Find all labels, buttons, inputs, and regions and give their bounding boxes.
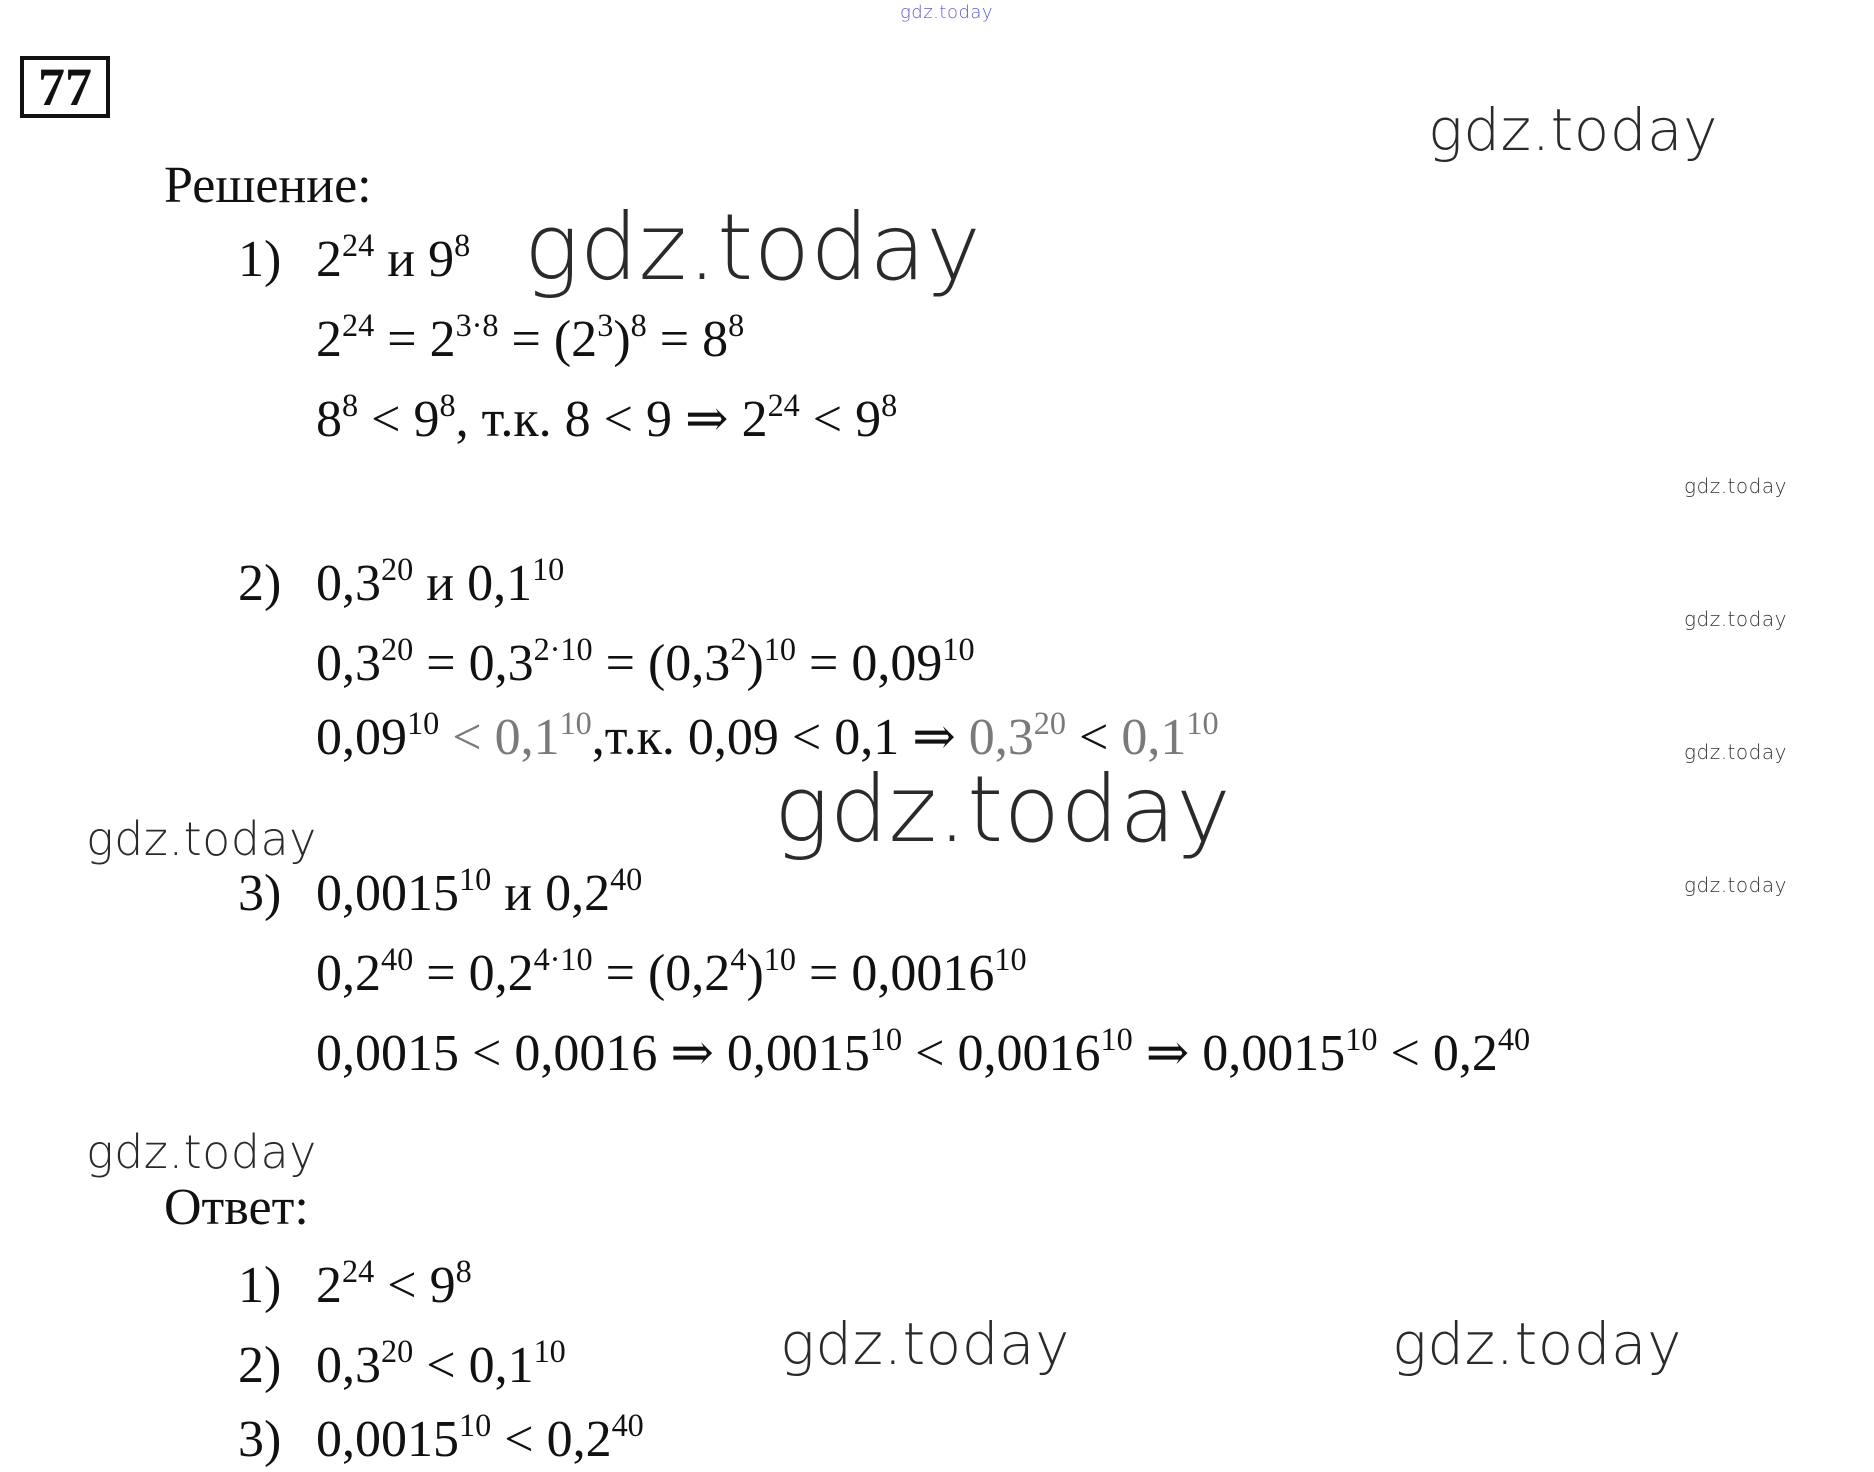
watermark-bottom-2: gdz.today [1392, 1310, 1682, 1378]
answer-2: 2) $0,3^{20} < 0,1^{10}$ [238, 1333, 566, 1394]
part-1-header: 1) $2^{24}$ и $9^8$ [238, 227, 471, 288]
watermark-bottom-1: gdz.today [780, 1310, 1070, 1378]
solution-heading: Решение: [164, 157, 372, 214]
watermark-small-4: gdz.today [1684, 873, 1787, 897]
watermark-left-2: gdz.today [86, 1125, 317, 1179]
part-3-header: 3) 0,0015$^{10}$ и $0,2^{40}$ [238, 861, 643, 922]
part-3-transform: $0,2^{40} = 0,2^{4\cdot 10} = (0,2^4)^{10} = 0,0016^{10}$ [316, 941, 1027, 1002]
part-1-conclusion: $8^8 < 9^8$, т.к. 8 < 9 ⇒ $2^{24} < 9^8$ [316, 387, 898, 448]
part-2-header: 2) $0,3^{20}$ и $0,1^{10}$ [238, 551, 565, 612]
watermark-left-1: gdz.today [86, 812, 317, 866]
problem-number: 77 [20, 56, 110, 118]
watermark-small-1: gdz.today [1684, 474, 1787, 498]
watermark-small-3: gdz.today [1684, 740, 1787, 764]
watermark-small-2: gdz.today [1684, 607, 1787, 631]
watermark-large-1: gdz.today [524, 194, 982, 301]
part-2-transform: $0,3^{20} = 0,3^{2\cdot 10} = (0,3^2)^{10} = 0,09^{10}$ [316, 631, 975, 692]
watermark-top: gdz.today [900, 2, 994, 23]
watermark-upper-right: gdz.today [1428, 96, 1718, 164]
part-2-conclusion: $0,09^{10} < 0,1^{10},т.к$. 0,09 < 0,1 ⇒ $0,3^{20} < 0,1^{10}$ [316, 705, 1219, 766]
answer-heading: Ответ: [164, 1179, 309, 1236]
part-3-conclusion: 0,0015 < 0,0016 ⇒ 0,0015$^{10}$ < 0,0016$^{10}$ ⇒ $0,0015^{10} < 0,2^{40}$ [316, 1021, 1531, 1082]
answer-3: 3) $0,0015^{10} < 0,2^{40}$ [238, 1407, 644, 1468]
watermark-large-2: gdz.today [774, 756, 1232, 863]
part-1-transform: $2^{24} = 2^{3\cdot 8} = (2^3)^8 = 8^8$ [316, 307, 745, 368]
answer-1: 1) $2^{24} < 9^8$ [238, 1253, 472, 1314]
